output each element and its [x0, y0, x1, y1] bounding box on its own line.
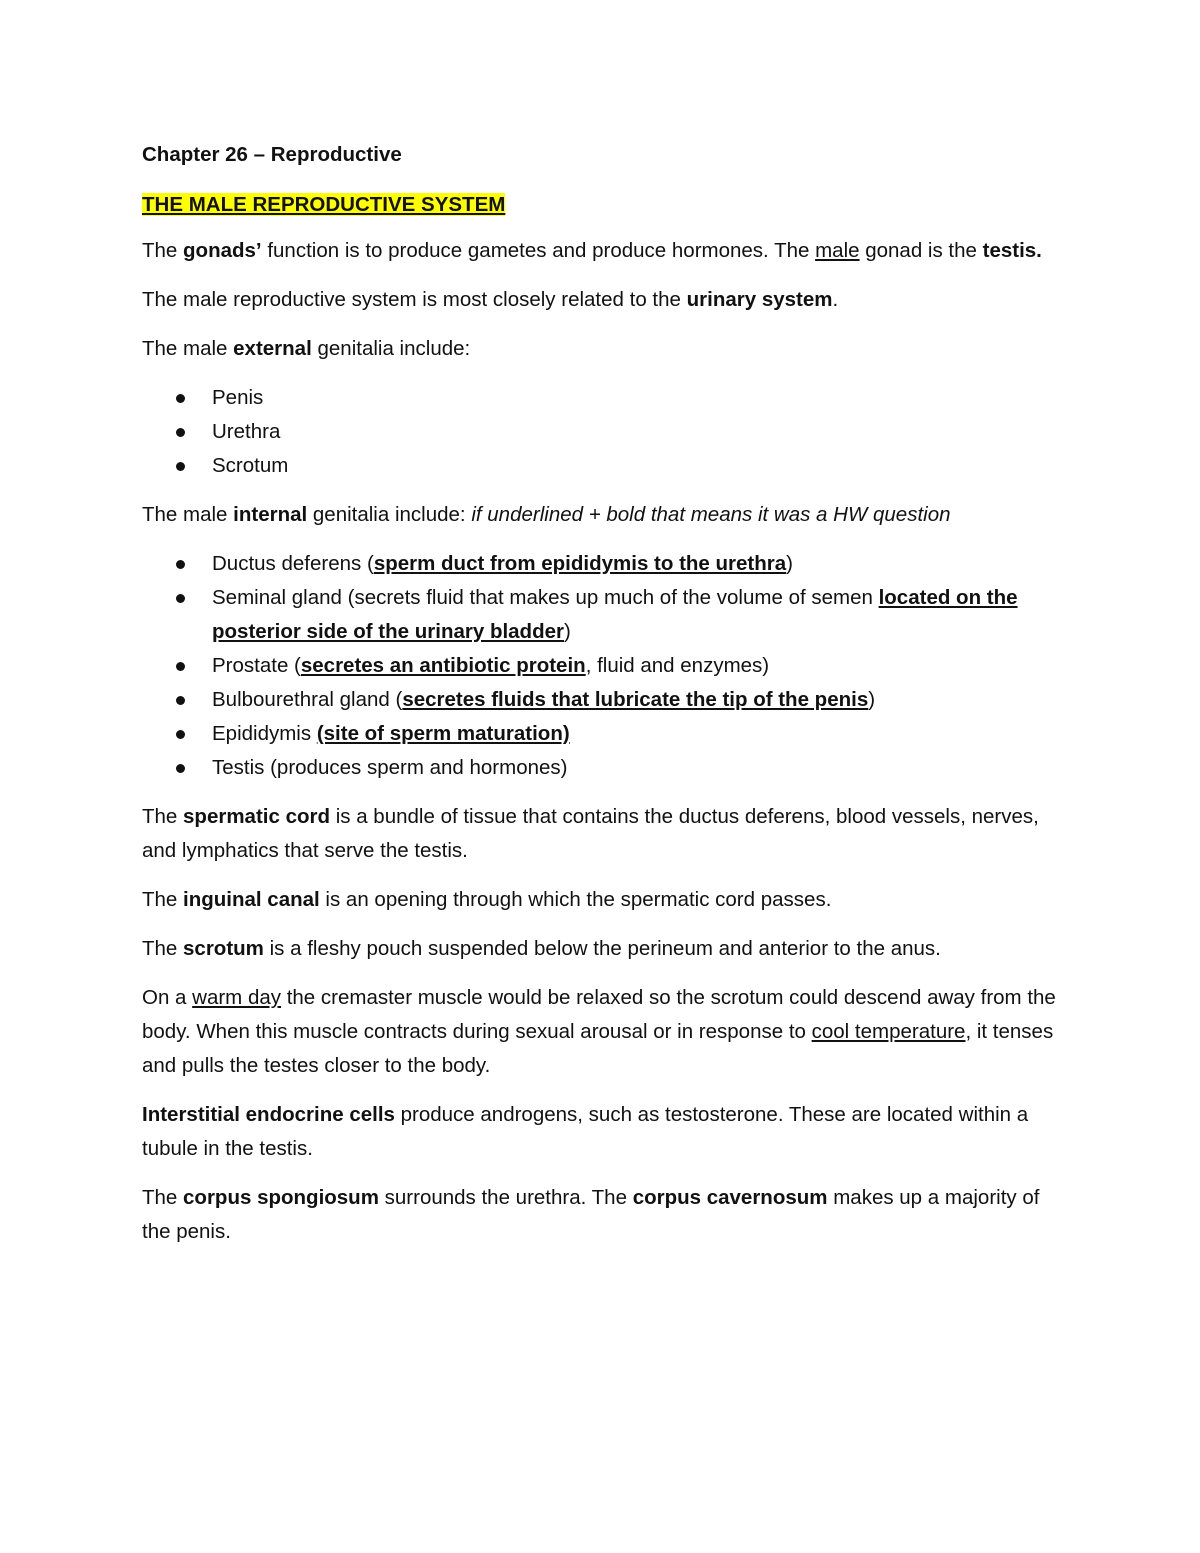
text-run: The	[142, 888, 184, 911]
text-run: On a	[142, 986, 193, 1009]
text-run: The male	[142, 337, 234, 360]
text-run: The	[142, 239, 184, 262]
text-run: genitalia include:	[311, 337, 471, 360]
paragraph-internal-intro	[142, 498, 1072, 532]
bold-term: inguinal canal	[183, 888, 320, 911]
text-run: genitalia include:	[307, 503, 472, 526]
list-item	[212, 649, 1072, 683]
paragraph-cremaster	[142, 981, 1072, 1083]
text-run: .	[832, 288, 839, 311]
text-run: The male reproductive system is most closely related to the	[142, 288, 687, 311]
text-run: )	[786, 552, 793, 575]
text-run: makes up a majority of the penis.	[142, 1186, 1040, 1243]
text-run: surrounds the urethra. The	[378, 1186, 633, 1209]
underlined-term: cool temperature	[811, 1020, 966, 1043]
text-run: is a fleshy pouch suspended below the perineum and anterior to the anus.	[263, 937, 941, 960]
hw-answer: secretes fluids that lubricate the tip of the penis	[402, 688, 869, 711]
list-item: Penis	[212, 381, 1072, 415]
paragraph-urinary	[142, 283, 1072, 317]
text-run: Prostate (	[212, 654, 301, 677]
text-run: )	[563, 620, 571, 643]
text-run: )	[868, 688, 876, 711]
bold-term: gonads’	[183, 239, 262, 262]
bold-term: urinary system	[686, 288, 833, 311]
bold-term: external	[233, 337, 312, 360]
list-item: Testis (produces sperm and hormones)	[212, 751, 1072, 785]
text-run: The	[142, 937, 184, 960]
bold-term: internal	[233, 503, 308, 526]
chapter-title: Chapter 26 – Reproductive	[142, 143, 402, 166]
bold-term: Interstitial endocrine cells	[142, 1103, 395, 1126]
text-run: , it tenses and pulls the testes closer to the body.	[142, 1020, 1054, 1077]
text-run: The male	[142, 503, 234, 526]
text-run: is a bundle of tissue that contains the ductus deferens, blood vessels, nerves, and lymphatics that serve the testis.	[142, 805, 1039, 862]
external-genitalia-list	[142, 381, 1072, 483]
paragraph-external-intro	[142, 332, 1072, 366]
list-item	[212, 717, 1072, 751]
text-run: Epididymis	[212, 722, 317, 745]
italic-note: if underlined + bold that means it was a HW question	[471, 503, 951, 526]
list-item: Scrotum	[212, 449, 1072, 483]
paragraph-scrotum	[142, 932, 1072, 966]
hw-answer: (site of sperm maturation)	[316, 722, 570, 745]
text-run: Bulbourethral gland (	[212, 688, 403, 711]
paragraph-interstitial	[142, 1098, 1072, 1166]
bold-term: testis.	[982, 239, 1042, 262]
list-item: Urethra	[212, 415, 1072, 449]
text-run: function is to produce gametes and produce hormones. The	[261, 239, 816, 262]
text-run: produce androgens, such as testosterone. These are located within a tubule in the testis.	[142, 1103, 1029, 1160]
text-run: Ductus deferens (	[212, 552, 374, 575]
bold-term: spermatic cord	[183, 805, 331, 828]
text-run: gonad is the	[859, 239, 983, 262]
paragraph-corpus	[142, 1181, 1072, 1249]
paragraph-inguinal-canal	[142, 883, 1072, 917]
hw-answer: sperm duct from epididymis to the urethra	[373, 552, 787, 575]
text-run: The	[142, 805, 184, 828]
list-item	[212, 683, 1072, 717]
document-page	[142, 138, 1072, 1264]
list-item	[212, 581, 1072, 649]
bold-term: corpus spongiosum	[183, 1186, 379, 1209]
bold-term: corpus cavernosum	[632, 1186, 828, 1209]
section-heading	[142, 188, 1072, 222]
underlined-term: male	[815, 239, 860, 262]
bold-term: scrotum	[183, 937, 264, 960]
text-run: Seminal gland (secrets fluid that makes up much of the volume of semen	[212, 586, 879, 609]
text-run: is an opening through which the spermatic cord passes.	[319, 888, 832, 911]
paragraph-spermatic-cord	[142, 800, 1072, 868]
text-run: The	[142, 1186, 184, 1209]
hw-answer: located on the posterior side of the urinary bladder	[212, 586, 1018, 643]
list-item	[212, 547, 1072, 581]
text-run: , fluid and enzymes)	[585, 654, 770, 677]
internal-genitalia-list	[142, 547, 1072, 785]
hw-answer: secretes an antibiotic protein	[300, 654, 586, 677]
underlined-term: warm day	[192, 986, 281, 1009]
highlighted-heading-text: THE MALE REPRODUCTIVE SYSTEM	[142, 193, 506, 216]
paragraph-gonads	[142, 234, 1072, 268]
text-run: the cremaster muscle would be relaxed so the scrotum could descend away from the body. When this muscle contracts during sexual arousal or in response to	[142, 986, 1056, 1043]
